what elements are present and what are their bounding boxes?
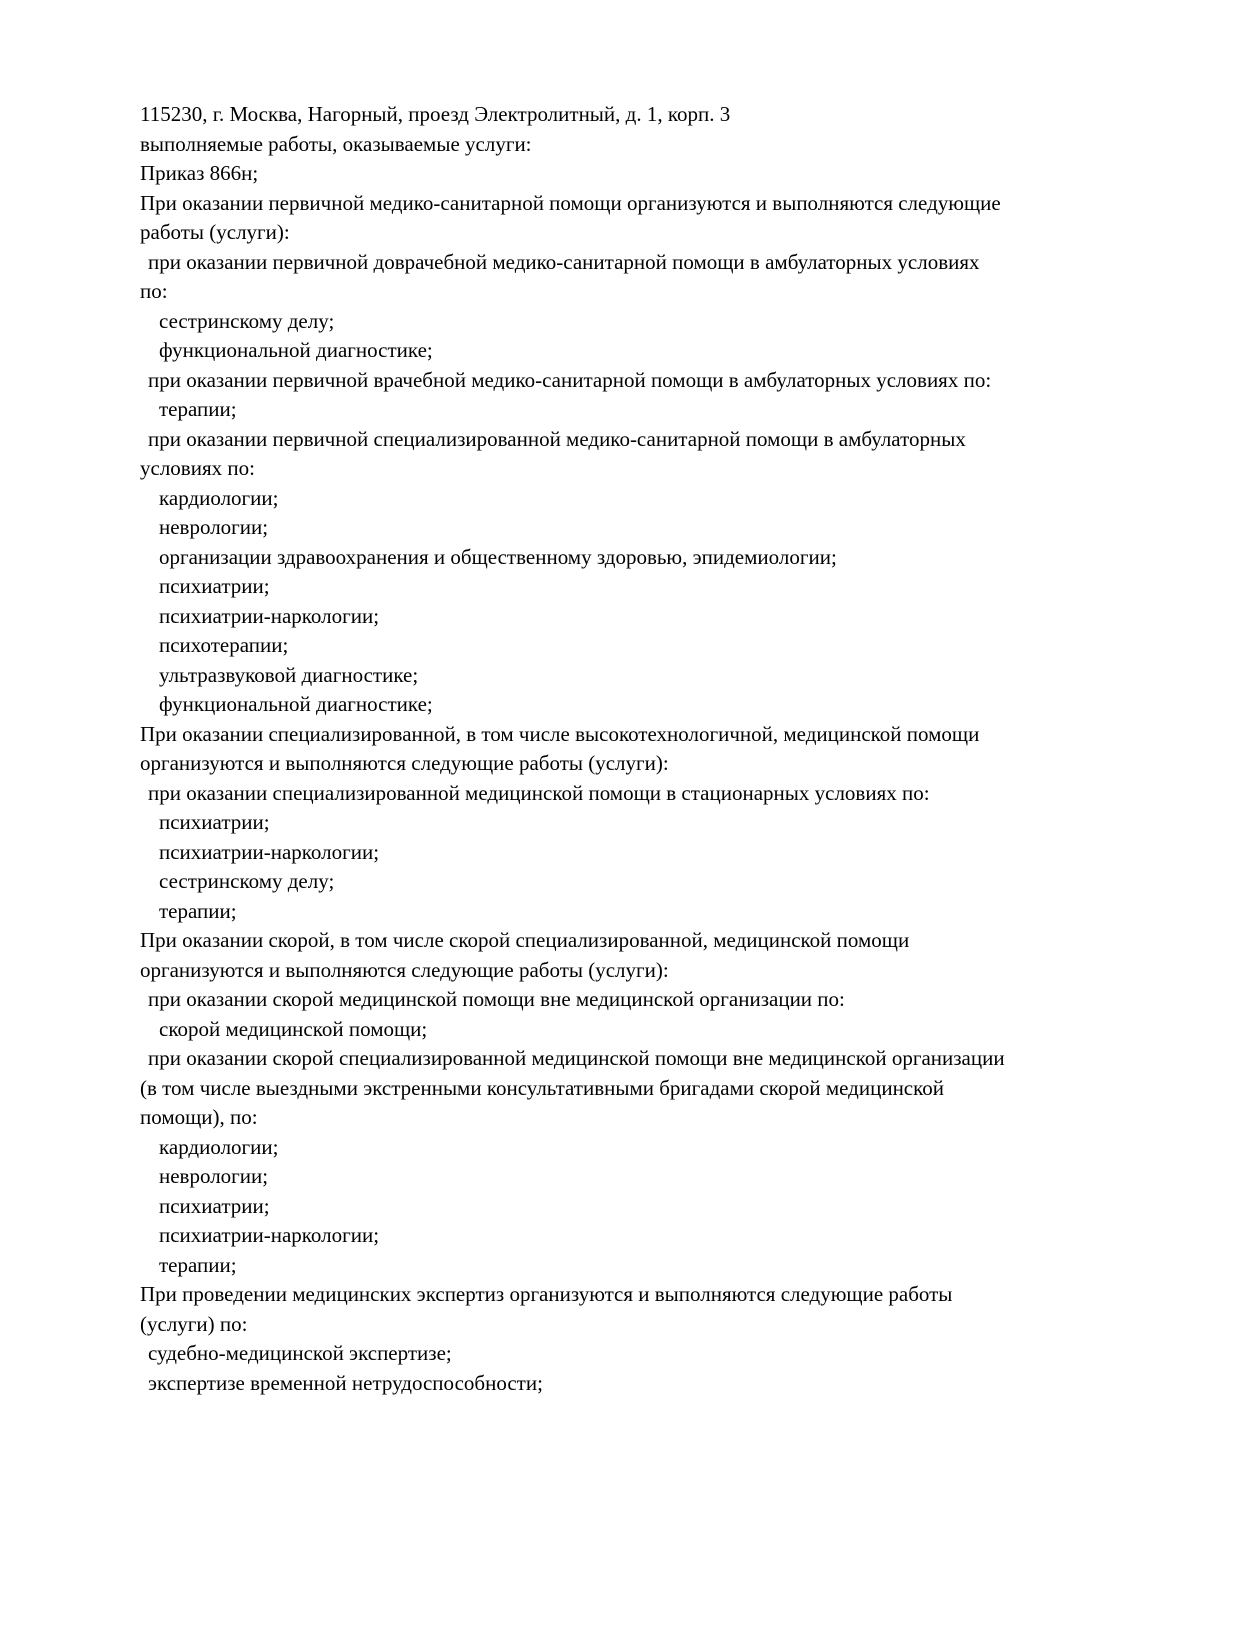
text-line: организации здравоохранения и общественному здоровью, эпидемиологии; [159,544,837,569]
text-line: кардиологии; [159,1134,279,1159]
text-line: функциональной диагностике; [159,338,433,362]
text-line: скорой медицинской помощи; [159,1016,428,1041]
text-line: условиях по: [140,456,255,480]
text-line: организуются и выполняются следующие работы (услуги): [140,751,669,775]
text-line: При оказании специализированной, в том числе высокотехнологичной, медицинской помощи [140,721,980,746]
text-line: при оказании первичной доврачебной медико-санитарной помощи в амбулаторных условиях [148,249,980,274]
text-line: При оказании первичной медико-санитарной помощи организуются и выполняются следующие [140,190,1001,215]
document-text-block [140,100,1180,1398]
text-line: неврологии; [159,1164,269,1188]
text-line: психиатрии-наркологии; [159,1223,380,1247]
text-line: ультразвуковой диагностике; [159,662,419,687]
text-line: при оказании скорой специализированной медицинской помощи вне медицинской организации [148,1046,1005,1070]
text-line: при оказании скорой медицинской помощи вне медицинской организации по: [148,987,845,1011]
text-line: психиатрии-наркологии; [159,839,380,864]
text-line: (услуги) по: [140,1311,248,1336]
text-line: помощи), по: [140,1105,258,1129]
text-line: При проведении медицинских экспертиз организуются и выполняются следующие работы [140,1282,953,1306]
text-line: неврологии; [159,515,269,539]
text-line: судебно-медицинской экспертизе; [148,1341,452,1365]
text-line: экспертизе временной нетрудоспособности; [148,1370,543,1395]
text-line: психиатрии-наркологии; [159,603,380,628]
text-line: кардиологии; [159,485,279,510]
text-line: терапии; [159,1252,237,1277]
text-line: Приказ 866н; [140,161,259,185]
text-line: работы (услуги): [140,220,290,244]
text-line: при оказании первичной специализированной медико-санитарной помощи в амбулаторных [148,426,966,451]
text-line: терапии; [159,898,237,923]
text-line: сестринскому делу; [159,308,335,333]
text-line: функциональной диагностике; [159,692,433,716]
text-line: сестринскому делу; [159,869,335,893]
text-line: по: [140,279,168,303]
text-line: При оказании скорой, в том числе скорой специализированной, медицинской помощи [140,928,910,952]
text-line: психиатрии; [159,1193,270,1218]
text-line: психотерапии; [159,633,289,657]
text-line: организуются и выполняются следующие работы (услуги): [140,957,669,982]
text-line: (в том числе выездными экстренными консультативными бригадами скорой медицинской [140,1075,944,1100]
text-line: выполняемые работы, оказываемые услуги: [140,131,532,156]
text-line: 115230, г. Москва, Нагорный, проезд Электролитный, д. 1, корп. 3 [140,102,731,126]
text-line: при оказании первичной врачебной медико-санитарной помощи в амбулаторных условиях по: [148,367,992,392]
text-line: терапии; [159,397,237,421]
text-line: при оказании специализированной медицинской помощи в стационарных условиях по: [148,780,930,805]
text-line: психиатрии; [159,810,270,834]
text-line: психиатрии; [159,574,270,598]
